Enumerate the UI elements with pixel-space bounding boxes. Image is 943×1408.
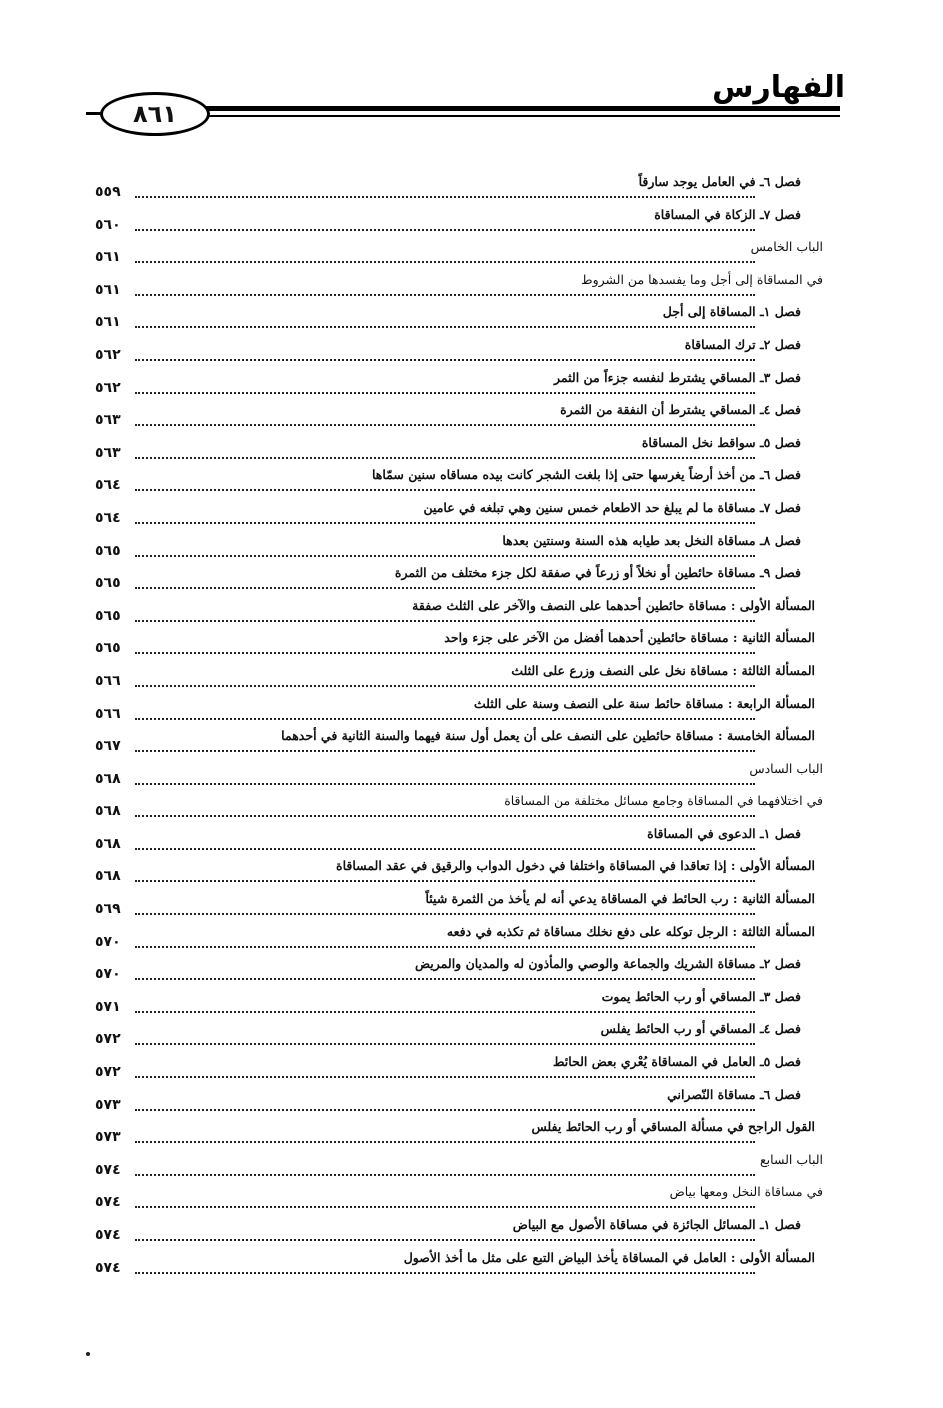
toc-entry xyxy=(95,954,815,987)
dot-leader xyxy=(135,424,755,426)
toc-entry-title: فصل ٧ـ مساقاة ما لم يبلغ حد الاطعام خمس سنين وهي تبلغه في عامين xyxy=(423,499,801,515)
toc-entry-title: فصل ١ـ الدعوى في المساقاة xyxy=(647,825,801,841)
toc-entry-page: ٥٦٤ xyxy=(95,509,121,526)
toc-entry-page: ٥٦٣ xyxy=(95,412,121,429)
dot-leader xyxy=(135,783,755,785)
toc-entry-page: ٥٧١ xyxy=(95,998,121,1015)
dot-leader xyxy=(135,1141,755,1143)
toc-entry xyxy=(95,1150,823,1183)
toc-entry-title: في مساقاة النخل ومعها بياض xyxy=(669,1184,823,1200)
toc-entry-page: ٥٦١ xyxy=(95,314,121,331)
toc-entry-title: فصل ١ـ المساقاة إلى أجل xyxy=(662,304,801,320)
toc-entry xyxy=(95,498,815,531)
toc-entry-page: ٥٧٤ xyxy=(95,1161,121,1178)
toc-entry-title: فصل ٢ـ ترك المساقاة xyxy=(684,336,801,352)
footer-mark xyxy=(86,1352,90,1356)
toc-entry-title: المسألة الخامسة : مساقاة حائطين على النصف على أن يعمل أول سنة فيهما والسنة الثانية في أحدهما xyxy=(281,728,815,744)
toc-entry-page: ٥٦٨ xyxy=(95,770,121,787)
toc-entry-title: المسألة الأولى : إذا تعاقدا في المساقاة واختلفا في دخول الدواب والرقيق في عقد المساقاة xyxy=(336,858,815,874)
toc-entry-title: الباب الخامس xyxy=(750,239,823,255)
dot-leader xyxy=(135,294,755,296)
toc-entry-page: ٥٦١ xyxy=(95,249,121,266)
toc-entry-title: فصل ٩ـ مساقاة حائطين أو نخلاً أو زرعاً في صفقة لكل جزء مختلف من الثمرة xyxy=(394,565,801,581)
dot-leader xyxy=(135,978,755,980)
toc-entry xyxy=(95,205,815,238)
toc-entry xyxy=(95,791,823,824)
toc-entry-title: فصل ٦ـ من أخذ أرضاً يغرسها حتى إذا بلغت الشجر كانت بيده مساقاه سنين سمّاها xyxy=(371,467,801,483)
toc-entry-page: ٥٦٥ xyxy=(95,640,121,657)
dot-leader xyxy=(135,685,755,687)
toc-entry xyxy=(95,661,815,694)
dot-leader xyxy=(135,457,755,459)
toc-entry-title: فصل ٨ـ مساقاة النخل بعد طيابه هذه السنة وسنتين بعدها xyxy=(502,532,801,548)
dot-leader xyxy=(135,1011,755,1013)
toc-entry xyxy=(95,1085,815,1118)
dot-leader xyxy=(135,880,755,882)
toc-entry xyxy=(95,628,815,661)
page-number-oval xyxy=(100,92,210,136)
page-number: ٨٦١ xyxy=(133,100,177,128)
toc-entry-page: ٥٧٤ xyxy=(95,1227,121,1243)
dot-leader xyxy=(135,1174,755,1176)
toc-entry-page: ٥٧٢ xyxy=(95,1031,121,1048)
toc-entry-page: ٥٦٢ xyxy=(95,379,121,396)
toc-entry xyxy=(95,1215,815,1248)
toc-entry xyxy=(95,335,815,368)
toc-entry xyxy=(95,1248,815,1281)
toc-entry xyxy=(95,824,815,857)
toc-entry-title: في المساقاة إلى أجل وما يفسدها من الشروط xyxy=(581,271,823,287)
toc-entry xyxy=(95,368,815,401)
toc-entry-title: المسألة الثالثة : مساقاة نخل على النصف وزرع على الثلث xyxy=(511,662,815,678)
toc-entry-page: ٥٦٥ xyxy=(95,575,121,592)
toc-entry-page: ٥٧٠ xyxy=(95,966,121,983)
toc-entry-page: ٥٦٨ xyxy=(95,835,121,852)
toc-entry xyxy=(95,400,815,433)
toc-entry xyxy=(95,987,815,1020)
dot-leader xyxy=(135,261,755,263)
toc-entry xyxy=(95,302,815,335)
toc-entry xyxy=(95,922,815,955)
toc-entry-title: فصل ٥ـ سواقط نخل المساقاة xyxy=(641,434,801,450)
dot-leader xyxy=(135,1272,755,1274)
header-rule-thin xyxy=(200,115,840,117)
toc-entry-page: ٥٧٣ xyxy=(95,1129,121,1146)
toc-entry xyxy=(95,596,815,629)
dot-leader xyxy=(135,489,755,491)
dot-leader xyxy=(135,946,755,948)
toc-entry-page: ٥٦٣ xyxy=(95,444,121,461)
toc-entry-page: ٥٦٢ xyxy=(95,346,121,363)
toc-entry-page: ٥٦١ xyxy=(95,281,121,298)
dot-leader xyxy=(135,848,755,850)
toc-entry-page: ٥٧٤ xyxy=(95,1194,121,1211)
toc-entry xyxy=(95,1052,815,1085)
toc-entry-title: المسألة الثانية : رب الحائط في المساقاة يدعي أنه لم يأخذ من الثمرة شيئاً xyxy=(425,891,815,907)
running-title: الفهارس xyxy=(712,70,845,105)
dot-leader xyxy=(135,326,755,328)
dot-leader xyxy=(135,652,755,654)
dot-leader xyxy=(135,1206,755,1208)
dot-leader xyxy=(135,750,755,752)
toc-entry-title: فصل ٥ـ العامل في المساقاة يُعْري بعض الحائط xyxy=(552,1054,801,1070)
dot-leader xyxy=(135,1109,755,1111)
dot-leader xyxy=(135,587,755,589)
toc-entry-page: ٥٦٩ xyxy=(95,901,121,918)
toc-entry-page: ٥٦٧ xyxy=(95,738,121,755)
toc-entry xyxy=(95,465,815,498)
toc-entry-page: ٥٦٨ xyxy=(95,868,121,885)
header-rule-thick xyxy=(200,106,840,111)
toc-entry xyxy=(95,563,815,596)
toc-entry xyxy=(95,270,823,303)
dot-leader xyxy=(135,555,755,557)
toc-entry xyxy=(95,1117,815,1150)
toc-entry-title: المسألة الرابعة : مساقاة حائط سنة على النصف وسنة على الثلث xyxy=(473,695,815,711)
toc-entry xyxy=(95,237,823,270)
toc-entry-title: المسألة الثالثة : الرجل توكله على دفع نخلك مساقاة ثم تكذبه في دفعه xyxy=(446,923,815,939)
dot-leader xyxy=(135,913,755,915)
toc-entry-page: ٥٦٥ xyxy=(95,607,121,624)
toc-entry xyxy=(95,433,815,466)
toc-entry xyxy=(95,889,815,922)
toc-entry xyxy=(95,531,815,564)
toc-entry-page: ٥٦٦ xyxy=(95,672,121,689)
toc-entry xyxy=(95,1182,823,1215)
dot-leader xyxy=(135,815,755,817)
toc-entry xyxy=(95,726,815,759)
toc-entry xyxy=(95,856,815,889)
toc-entry-title: المسألة الأولى : مساقاة حائطين أحدهما على النصف والآخر على الثلث صفقة xyxy=(412,597,815,613)
dot-leader xyxy=(135,620,755,622)
toc-entry-title: فصل ٤ـ المساقي أو رب الحائط يفلس xyxy=(600,1021,801,1037)
toc-entry-title: الباب السابع xyxy=(760,1151,823,1167)
dot-leader xyxy=(135,196,755,198)
toc-entry-title: في اختلافهما في المساقاة وجامع مسائل مختلفة من المساقاة xyxy=(504,793,823,809)
toc-entry xyxy=(95,694,815,727)
toc-entry-page: ٥٧٠ xyxy=(95,933,121,950)
toc-entry xyxy=(95,1019,815,1052)
toc-entry-title: فصل ٦ـ في العامل يوجد سارقاً xyxy=(638,174,801,189)
toc-entry-title: فصل ١ـ المسائل الجائزة في مساقاة الأصول مع البياض xyxy=(512,1217,801,1232)
toc-entry-title: فصل ٧ـ الزكاة في المساقاة xyxy=(654,206,801,222)
toc-entry-title: فصل ٢ـ مساقاة الشريك والجماعة والوصي والمأذون له والمديان والمريض xyxy=(414,956,801,972)
table-of-contents xyxy=(95,172,823,1280)
toc-entry-page: ٥٦٥ xyxy=(95,542,121,559)
toc-entry xyxy=(95,759,823,792)
toc-entry-title: فصل ٣ـ المساقي يشترط لنفسه جزءاً من الثمر xyxy=(554,369,801,385)
toc-entry-title: المسألة الثانية : مساقاة حائطين أحدهما أفضل من الآخر على جزء واحد xyxy=(444,630,815,646)
toc-entry-page: ٥٧٢ xyxy=(95,1064,121,1081)
toc-entry-page: ٥٧٤ xyxy=(95,1259,121,1276)
dot-leader xyxy=(135,229,755,231)
toc-entry-title: فصل ٤ـ المساقي يشترط أن النفقة من الثمرة xyxy=(560,402,801,418)
toc-entry-title: الباب السادس xyxy=(749,760,823,776)
toc-entry-page: ٥٦٠ xyxy=(95,216,121,233)
page-header xyxy=(0,0,943,150)
toc-entry-page: ٥٥٩ xyxy=(95,184,121,200)
dot-leader xyxy=(135,522,755,524)
toc-entry-page: ٥٦٦ xyxy=(95,705,121,722)
toc-entry-page: ٥٦٤ xyxy=(95,477,121,494)
dot-leader xyxy=(135,359,755,361)
dot-leader xyxy=(135,392,755,394)
toc-entry xyxy=(95,172,815,205)
toc-entry-title: فصل ٦ـ مساقاة النّصراني xyxy=(667,1086,801,1102)
dot-leader xyxy=(135,1076,755,1078)
toc-entry-title: المسألة الأولى : العامل في المساقاة يأخذ البياض التبع على مثل ما أخذ الأصول xyxy=(403,1249,815,1265)
dot-leader xyxy=(135,718,755,720)
toc-entry-title: القول الراجح في مسألة المساقي أو رب الحائط يفلس xyxy=(531,1119,815,1135)
toc-entry-page: ٥٦٨ xyxy=(95,803,121,820)
dot-leader xyxy=(135,1239,755,1241)
dot-leader xyxy=(135,1043,755,1045)
toc-entry-page: ٥٧٣ xyxy=(95,1096,121,1113)
toc-entry-title: فصل ٣ـ المساقي أو رب الحائط يموت xyxy=(601,988,801,1004)
